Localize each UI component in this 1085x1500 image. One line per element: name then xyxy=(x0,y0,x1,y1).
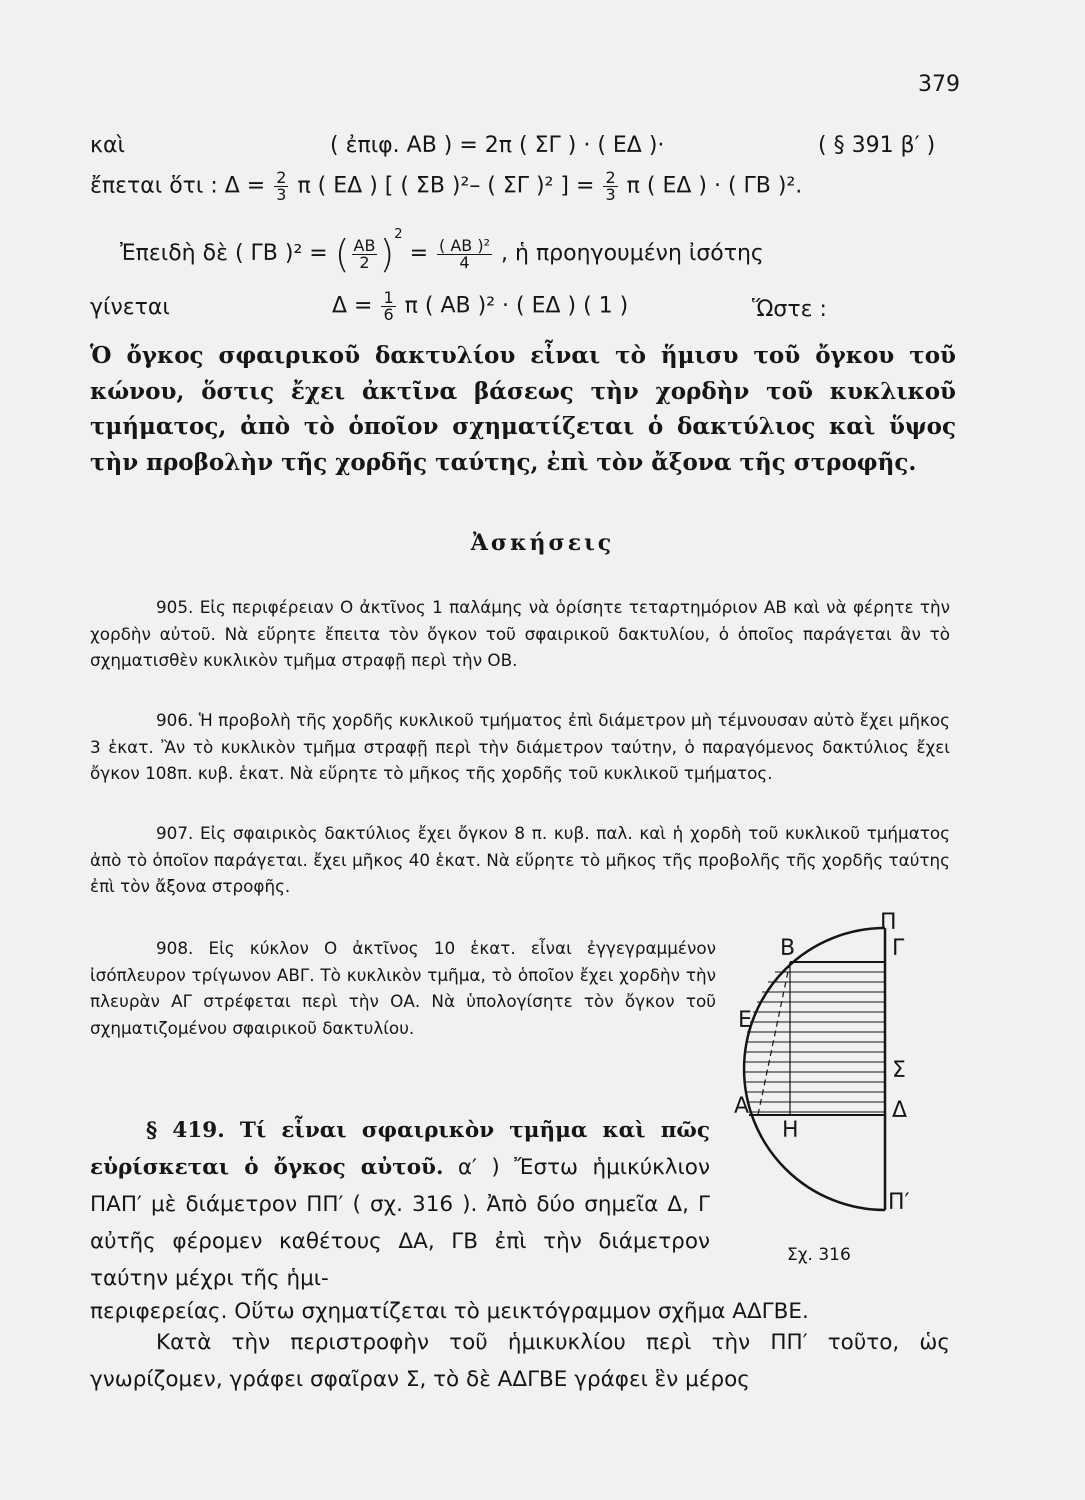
figure-caption: Σχ. 316 xyxy=(787,1245,851,1265)
label-G: Γ xyxy=(892,936,905,961)
section-body: α′ ) Ἔστω ἡμικύκλιον ΠΑΠ′ μὲ διάμετρον ΠΠ′ ( σχ. 316 ). Ἀπὸ δύο σημεῖα Δ, Γ αὐτῆς φέρομεν καθέτους ΔΑ, ΓΒ ἐπὶ τὴν διάμετρον ταύτην μέχρι τῆς ἡμι- xyxy=(90,1155,710,1291)
label-S: Σ xyxy=(892,1058,906,1083)
fraction: $\frac{2}{3}$ xyxy=(276,168,287,204)
label-B: Β xyxy=(780,936,796,961)
exercise-906: 906. Ἡ προβολὴ τῆς χορδῆς κυκλικοῦ τμήματος ἐπὶ διάμετρον μὴ τέμνουσαν αὐτὸ ἔχει μῆκος 3 ἑκατ. Ἂν τὸ κυκλικὸν τμῆμα στραφῇ περὶ τὴν διάμετρον ταύτην, ὁ παραγόμενος δακτύλιος ἔχει ὄγκον 108π. κυβ. ἑκατ. Νὰ εὕρητε τὸ μῆκος τῆς χορδῆς τοῦ κυκλικοῦ τμήματος. xyxy=(90,710,950,783)
exercise-905: 905. Εἰς περιφέρειαν Ο ἀκτῖνος 1 παλάμης νὰ ὁρίσητε τεταρτημόριον ΑΒ καὶ νὰ φέρητε τὴν χορδὴν αὐτοῦ. Νὰ εὕρητε ἔπειτα τὸν ὄγκον τοῦ σφαιρικοῦ δακτυλίου, ὁ ὁποῖος παράγεται ἂν τὸ σχηματισθὲν κυκλικὸν τμῆμα στραφῇ περὶ τὴν ΟΒ. xyxy=(90,597,950,670)
section-title: § 419. Τί εἶναι σφαιρικὸν τμῆμα καὶ πῶς εὑρίσκεται ὁ ὄγκος αὐτοῦ. xyxy=(90,1118,710,1180)
eq1-left: καὶ xyxy=(90,133,125,158)
fraction: $\frac{1}{6}$ xyxy=(383,288,394,324)
equation-4-left: γίνεται xyxy=(90,295,170,320)
exercises-heading: Ἀσκήσεις xyxy=(470,530,615,556)
equation-4: Δ = $\frac{1}{6}$ π ( ΑΒ )² · ( ΕΔ ) ( 1 ) xyxy=(332,288,629,324)
exercise-907: 907. Εἰς σφαιρικὸς δακτύλιος ἔχει ὄγκον 8 π. κυβ. παλ. καὶ ἡ χορδὴ τοῦ κυκλικοῦ τμήματος ἀπὸ τὸ ὁποῖον παράγεται. ἔχει μῆκος 40 ἑκατ. Νὰ εὕρητε τὸ μῆκος τῆς προβολῆς τῆς χορδῆς ταύτης ἐπὶ τὸν ἄξονα στροφῆς. xyxy=(90,823,950,896)
paragraph-continuation: περιφερείας. Οὕτω σχηματίζεται τὸ μεικτόγραμμον σχῆμα ΑΔΓΒΕ. xyxy=(90,1299,809,1324)
label-E: Ε xyxy=(738,1008,752,1033)
hatching xyxy=(745,962,885,1112)
fraction: $\frac{AB}{2}$ xyxy=(353,235,376,272)
semicircle-arc xyxy=(744,928,885,1210)
label-H: Η xyxy=(782,1118,799,1143)
label-P: Π xyxy=(880,910,897,935)
equation-2: ἔπεται ὅτι : Δ = $\frac{2}{3}$ π ( ΕΔ ) [ ( ΣΒ )²– ( ΣΓ )² ] = $\frac{2}{3}$ π ( ΕΔ ) · ( ΓΒ )². xyxy=(90,168,803,204)
equation-1 xyxy=(90,133,125,158)
fraction: $\frac{\text{( ΑΒ )²}}{4}$ xyxy=(439,235,491,272)
page-number: 379 xyxy=(918,72,960,97)
equation-1-body: ( ἐπιφ. ΑΒ ) = 2π ( ΣΓ ) · ( ΕΔ )· xyxy=(330,133,665,158)
section-419 xyxy=(90,1112,710,1297)
theorem-statement: Ὁ ὄγκος σφαιρικοῦ δακτυλίου εἶναι τὸ ἥμισυ τοῦ ὄγκου τοῦ κώνου, ὅστις ἔχει ἀκτῖνα βάσεως τὴν χορδὴν τοῦ κυκλικοῦ τμήματος, ἀπὸ τὸ ὁποῖον σχηματίζεται ὁ δακτύλιος καὶ ὕψος τὴν προβολὴν τῆς χορδῆς ταύτης, ἐπὶ τὸν ἄξονα τῆς στροφῆς. xyxy=(90,342,956,476)
paragraph-next: Κατὰ τὴν περιστροφὴν τοῦ ἡμικυκλίου περὶ τὴν ΠΠ′ τοῦτο, ὡς γνωρίζομεν, γράφει σφαῖραν Σ, τὸ δὲ ΑΔΓΒΕ γράφει ἓν μέρος xyxy=(90,1330,950,1392)
label-P-prime: Π′ xyxy=(888,1190,910,1215)
figure-316 xyxy=(730,910,960,1220)
fraction: $\frac{2}{3}$ xyxy=(605,168,616,204)
semicircle-diagram xyxy=(730,920,960,1220)
label-A: Α xyxy=(734,1094,750,1119)
exercise-908: 908. Εἰς κύκλον Ο ἀκτῖνος 10 ἑκατ. εἶναι ἐγγεγραμμένον ἰσόπλευρον τρίγωνον ΑΒΓ. Τὸ κυκλικὸν τμῆμα, τὸ ὁποῖον ἔχει χορδὴν τὴν πλευρὰν ΑΓ στρέφεται περὶ τὴν ΟΑ. Νὰ ὑπολογίσητε τὸν ὄγκον τοῦ σχηματιζομένου σφαιρικοῦ δακτυλίου. xyxy=(90,938,716,1038)
equation-1-ref: ( § 391 β′ ) xyxy=(818,133,936,158)
label-D: Δ xyxy=(892,1098,908,1123)
equation-4-suffix: Ὥστε : xyxy=(752,297,827,322)
equation-3: Ἐπειδὴ δὲ ( ΓΒ )² = ( $\frac{AB}{2}$ )$^2$ = $\frac{\text{( ΑΒ )²}}{4}$ , ἡ προηγουμένη ἰσότης xyxy=(120,226,764,276)
